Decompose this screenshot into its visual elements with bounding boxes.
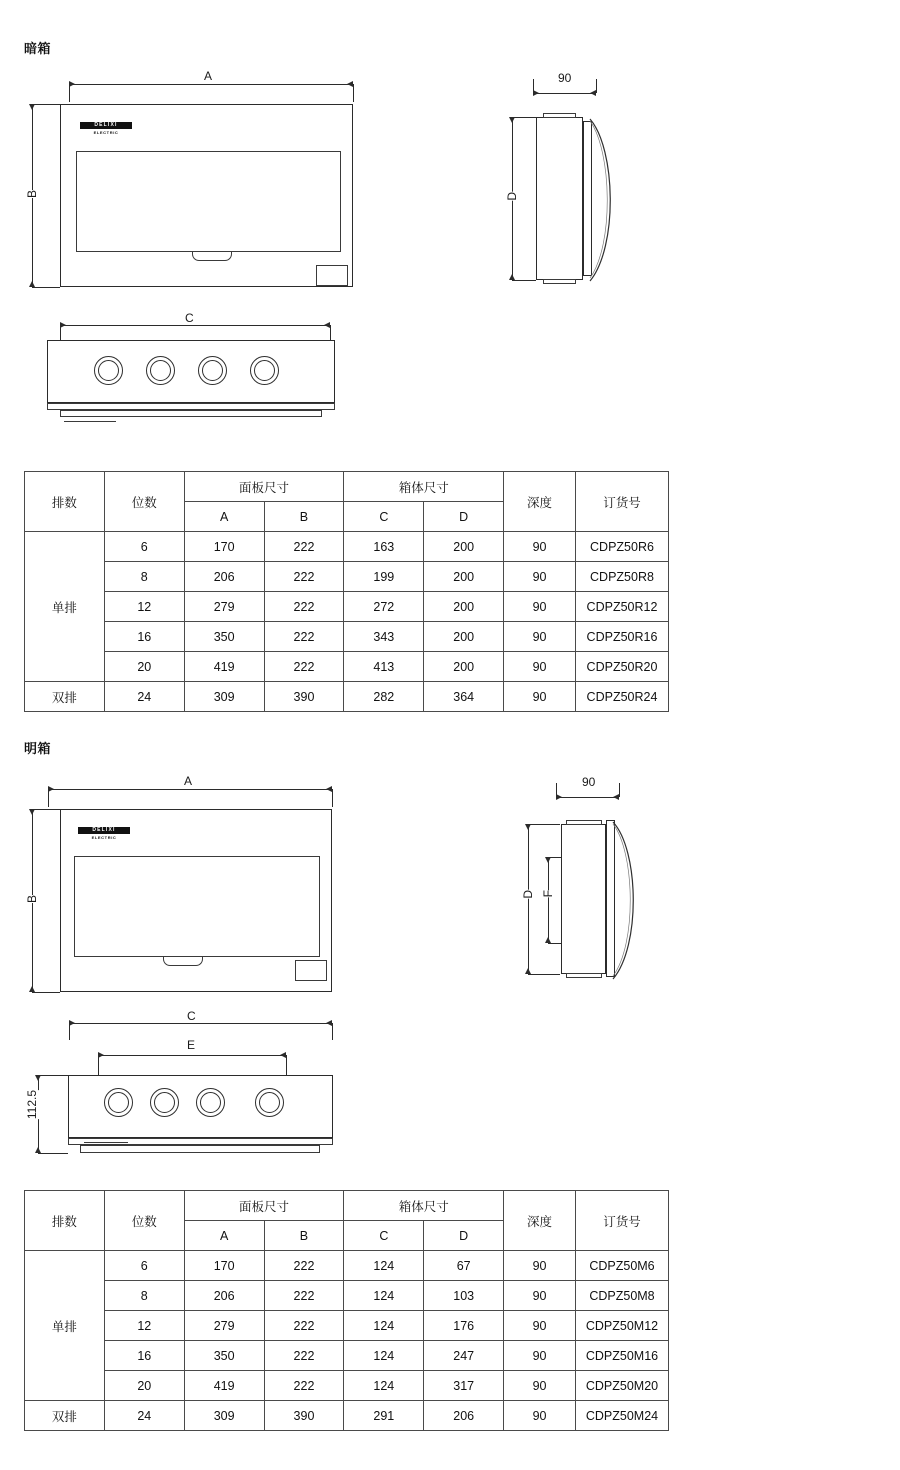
cell-a: 419 xyxy=(184,652,264,682)
ext-line-a-left xyxy=(69,84,70,102)
cell-depth: 90 xyxy=(504,562,576,592)
ext-line-d-bottom xyxy=(512,280,536,281)
knockout-4 xyxy=(250,356,279,385)
dim-label-d: D xyxy=(521,890,535,899)
cell-b: 222 xyxy=(264,622,344,652)
ext-line-90-left xyxy=(556,783,557,797)
door-profile-curve xyxy=(588,115,624,285)
dim-line-e xyxy=(98,1055,286,1056)
dim-line-c xyxy=(60,325,330,326)
cell-order: CDPZ50R20 xyxy=(575,652,668,682)
cell-depth: 90 xyxy=(504,1341,576,1371)
panel-handle xyxy=(192,252,232,261)
cell-depth: 90 xyxy=(504,622,576,652)
header-a: A xyxy=(184,502,264,532)
cell-b: 222 xyxy=(264,532,344,562)
cell-positions: 8 xyxy=(104,1281,184,1311)
cell-order: CDPZ50M20 xyxy=(575,1371,668,1401)
table-row xyxy=(25,562,669,592)
table-header-row-1 xyxy=(25,1191,669,1221)
table-row xyxy=(25,1281,669,1311)
dim-label-height: 112.5 xyxy=(25,1090,39,1120)
header-depth: 深度 xyxy=(504,1191,576,1251)
ext-line-a-right xyxy=(332,789,333,807)
enclosure-top-body xyxy=(47,340,335,403)
knockout-3 xyxy=(198,356,227,385)
cell-d: 200 xyxy=(424,592,504,622)
cell-b: 222 xyxy=(264,1311,344,1341)
dim-label-90: 90 xyxy=(582,775,596,789)
header-depth: 深度 xyxy=(504,472,576,532)
ext-line-90-left xyxy=(533,79,534,93)
ext-line-c-right xyxy=(330,325,331,340)
hatch-mark xyxy=(84,1142,128,1143)
cell-d: 67 xyxy=(424,1251,504,1281)
cell-b: 390 xyxy=(264,1401,344,1431)
cell-order: CDPZ50M12 xyxy=(575,1311,668,1341)
dim-line-f xyxy=(548,857,549,943)
cell-c: 282 xyxy=(344,682,424,712)
ext-line-c-right xyxy=(332,1023,333,1040)
cell-a: 309 xyxy=(184,682,264,712)
cell-c: 291 xyxy=(344,1401,424,1431)
cell-c: 199 xyxy=(344,562,424,592)
cell-order: CDPZ50M24 xyxy=(575,1401,668,1431)
dim-label-a: A xyxy=(184,774,193,788)
cell-depth: 90 xyxy=(504,682,576,712)
cell-depth: 90 xyxy=(504,1251,576,1281)
cell-d: 200 xyxy=(424,532,504,562)
cell-order: CDPZ50R24 xyxy=(575,682,668,712)
table-row xyxy=(25,622,669,652)
ext-line-d-top xyxy=(528,824,560,825)
table-row xyxy=(25,592,669,622)
cell-c: 124 xyxy=(344,1281,424,1311)
dim-line-90 xyxy=(533,93,596,94)
cell-order: CDPZ50M8 xyxy=(575,1281,668,1311)
table-row xyxy=(25,652,669,682)
cell-order: CDPZ50R6 xyxy=(575,532,668,562)
header-b: B xyxy=(264,502,344,532)
cell-positions: 8 xyxy=(104,562,184,592)
cell-b: 222 xyxy=(264,1371,344,1401)
dim-line-c xyxy=(69,1023,332,1024)
ext-line-a-left xyxy=(48,789,49,807)
knockout-4 xyxy=(255,1088,284,1117)
cell-a: 206 xyxy=(184,562,264,592)
ext-line-e-left xyxy=(98,1055,99,1075)
ext-line-a-right xyxy=(353,84,354,102)
ext-line-b-bottom xyxy=(32,992,60,993)
cell-c: 124 xyxy=(344,1311,424,1341)
cell-b: 222 xyxy=(264,562,344,592)
ext-line-height-top xyxy=(38,1075,68,1076)
cell-c: 343 xyxy=(344,622,424,652)
ext-line-d-top xyxy=(512,117,536,118)
table-row xyxy=(25,1401,669,1431)
brand-logo xyxy=(80,122,132,135)
cell-depth: 90 xyxy=(504,652,576,682)
dim-label-f: F xyxy=(541,890,555,898)
cell-order: CDPZ50M6 xyxy=(575,1251,668,1281)
dim-label-d: D xyxy=(505,192,519,201)
top-stub xyxy=(566,820,602,825)
ext-line-b-top xyxy=(32,809,60,810)
brand-logo xyxy=(78,827,130,840)
section-title-flush-mount: 暗箱 xyxy=(24,41,52,56)
cell-positions: 16 xyxy=(104,622,184,652)
ext-line-b-bottom xyxy=(32,287,60,288)
cell-b: 222 xyxy=(264,1251,344,1281)
cell-depth: 90 xyxy=(504,592,576,622)
dim-label-b: B xyxy=(25,190,39,199)
cell-a: 170 xyxy=(184,1251,264,1281)
ext-line-d-bottom xyxy=(528,974,560,975)
cell-a: 279 xyxy=(184,592,264,622)
cell-depth: 90 xyxy=(504,1371,576,1401)
cell-depth: 90 xyxy=(504,532,576,562)
dim-line-a xyxy=(48,789,332,790)
cell-c: 124 xyxy=(344,1251,424,1281)
header-b: B xyxy=(264,1221,344,1251)
header-a: A xyxy=(184,1221,264,1251)
cell-a: 309 xyxy=(184,1401,264,1431)
dim-label-b: B xyxy=(25,895,39,904)
panel-handle xyxy=(163,957,203,966)
cell-d: 364 xyxy=(424,682,504,712)
row-group-label-single: 单排 xyxy=(25,1251,105,1401)
cell-d: 200 xyxy=(424,652,504,682)
cell-b: 222 xyxy=(264,652,344,682)
label-plate xyxy=(295,960,327,981)
cell-d: 317 xyxy=(424,1371,504,1401)
cell-a: 350 xyxy=(184,622,264,652)
section-title-surface-mount: 明箱 xyxy=(24,741,52,756)
cell-order: CDPZ50R12 xyxy=(575,592,668,622)
cell-positions: 24 xyxy=(104,1401,184,1431)
cell-d: 103 xyxy=(424,1281,504,1311)
cell-a: 419 xyxy=(184,1371,264,1401)
cell-d: 200 xyxy=(424,562,504,592)
cell-positions: 16 xyxy=(104,1341,184,1371)
top-stub xyxy=(543,113,576,118)
table-row xyxy=(25,532,669,562)
dim-label-e: E xyxy=(187,1038,196,1052)
cell-depth: 90 xyxy=(504,1311,576,1341)
table-row xyxy=(25,1371,669,1401)
cell-depth: 90 xyxy=(504,1281,576,1311)
cell-order: CDPZ50M16 xyxy=(575,1341,668,1371)
row-group-label-double: 双排 xyxy=(25,682,105,712)
cell-positions: 20 xyxy=(104,1371,184,1401)
ext-line-height-bottom xyxy=(38,1153,68,1154)
ext-line-b-top xyxy=(32,104,60,105)
knockout-1 xyxy=(104,1088,133,1117)
cell-c: 272 xyxy=(344,592,424,622)
header-c: C xyxy=(344,1221,424,1251)
brand-logo-sub: ELECTRIC xyxy=(93,129,119,135)
brand-logo-name: DELIXI xyxy=(78,827,130,834)
cell-c: 413 xyxy=(344,652,424,682)
cell-d: 247 xyxy=(424,1341,504,1371)
label-plate xyxy=(316,265,348,286)
cell-positions: 24 xyxy=(104,682,184,712)
hatch-mark xyxy=(64,421,116,422)
dim-label-a: A xyxy=(204,69,213,83)
spec-table-surface xyxy=(24,1190,669,1431)
cell-positions: 12 xyxy=(104,1311,184,1341)
dim-label-c: C xyxy=(185,311,194,325)
row-group-label-double: 双排 xyxy=(25,1401,105,1431)
dim-line-d xyxy=(528,824,529,974)
enclosure-side-body xyxy=(536,117,583,280)
bottom-stub xyxy=(566,973,602,978)
header-order-no: 订货号 xyxy=(575,1191,668,1251)
top-view-base xyxy=(60,410,322,417)
header-d: D xyxy=(424,502,504,532)
table-row xyxy=(25,1251,669,1281)
header-positions: 位数 xyxy=(104,1191,184,1251)
cell-b: 390 xyxy=(264,682,344,712)
cell-depth: 90 xyxy=(504,1401,576,1431)
knockout-2 xyxy=(146,356,175,385)
table-header-row-1 xyxy=(25,472,669,502)
header-panel-group: 面板尺寸 xyxy=(184,472,344,502)
enclosure-side-body xyxy=(561,824,606,974)
header-d: D xyxy=(424,1221,504,1251)
header-order-no: 订货号 xyxy=(575,472,668,532)
cell-d: 200 xyxy=(424,622,504,652)
knockout-1 xyxy=(94,356,123,385)
cell-positions: 6 xyxy=(104,532,184,562)
header-rows: 排数 xyxy=(25,472,105,532)
cell-positions: 12 xyxy=(104,592,184,622)
cell-c: 124 xyxy=(344,1371,424,1401)
cell-d: 176 xyxy=(424,1311,504,1341)
cell-a: 170 xyxy=(184,532,264,562)
spec-table-flush xyxy=(24,471,669,712)
table-row xyxy=(25,682,669,712)
top-view-base xyxy=(80,1145,320,1153)
cell-positions: 20 xyxy=(104,652,184,682)
ext-line-90-right xyxy=(619,783,620,797)
cell-order: CDPZ50R16 xyxy=(575,622,668,652)
ext-line-c-left xyxy=(69,1023,70,1040)
header-box-group: 箱体尺寸 xyxy=(344,472,504,502)
cell-a: 350 xyxy=(184,1341,264,1371)
header-positions: 位数 xyxy=(104,472,184,532)
cell-b: 222 xyxy=(264,1341,344,1371)
dim-line-90 xyxy=(556,797,619,798)
dim-line-a xyxy=(69,84,353,85)
brand-logo-name: DELIXI xyxy=(80,122,132,129)
brand-logo-sub: ELECTRIC xyxy=(91,834,117,840)
cell-d: 206 xyxy=(424,1401,504,1431)
cell-c: 163 xyxy=(344,532,424,562)
cell-a: 206 xyxy=(184,1281,264,1311)
door-profile-curve xyxy=(611,818,647,983)
knockout-3 xyxy=(196,1088,225,1117)
table-row xyxy=(25,1341,669,1371)
panel-window xyxy=(76,151,341,252)
ext-line-c-left xyxy=(60,325,61,340)
bottom-stub xyxy=(543,279,576,284)
cell-positions: 6 xyxy=(104,1251,184,1281)
header-box-group: 箱体尺寸 xyxy=(344,1191,504,1221)
dim-label-c: C xyxy=(187,1009,196,1023)
header-rows: 排数 xyxy=(25,1191,105,1251)
panel-window xyxy=(74,856,320,957)
ext-line-90-right xyxy=(596,79,597,93)
header-panel-group: 面板尺寸 xyxy=(184,1191,344,1221)
header-c: C xyxy=(344,502,424,532)
cell-order: CDPZ50R8 xyxy=(575,562,668,592)
top-view-ledge xyxy=(47,403,335,410)
cell-b: 222 xyxy=(264,1281,344,1311)
cell-a: 279 xyxy=(184,1311,264,1341)
cell-b: 222 xyxy=(264,592,344,622)
ext-line-e-right xyxy=(286,1055,287,1075)
knockout-2 xyxy=(150,1088,179,1117)
table-row xyxy=(25,1311,669,1341)
dim-label-90: 90 xyxy=(558,71,572,85)
cell-c: 124 xyxy=(344,1341,424,1371)
row-group-label-single: 单排 xyxy=(25,532,105,682)
